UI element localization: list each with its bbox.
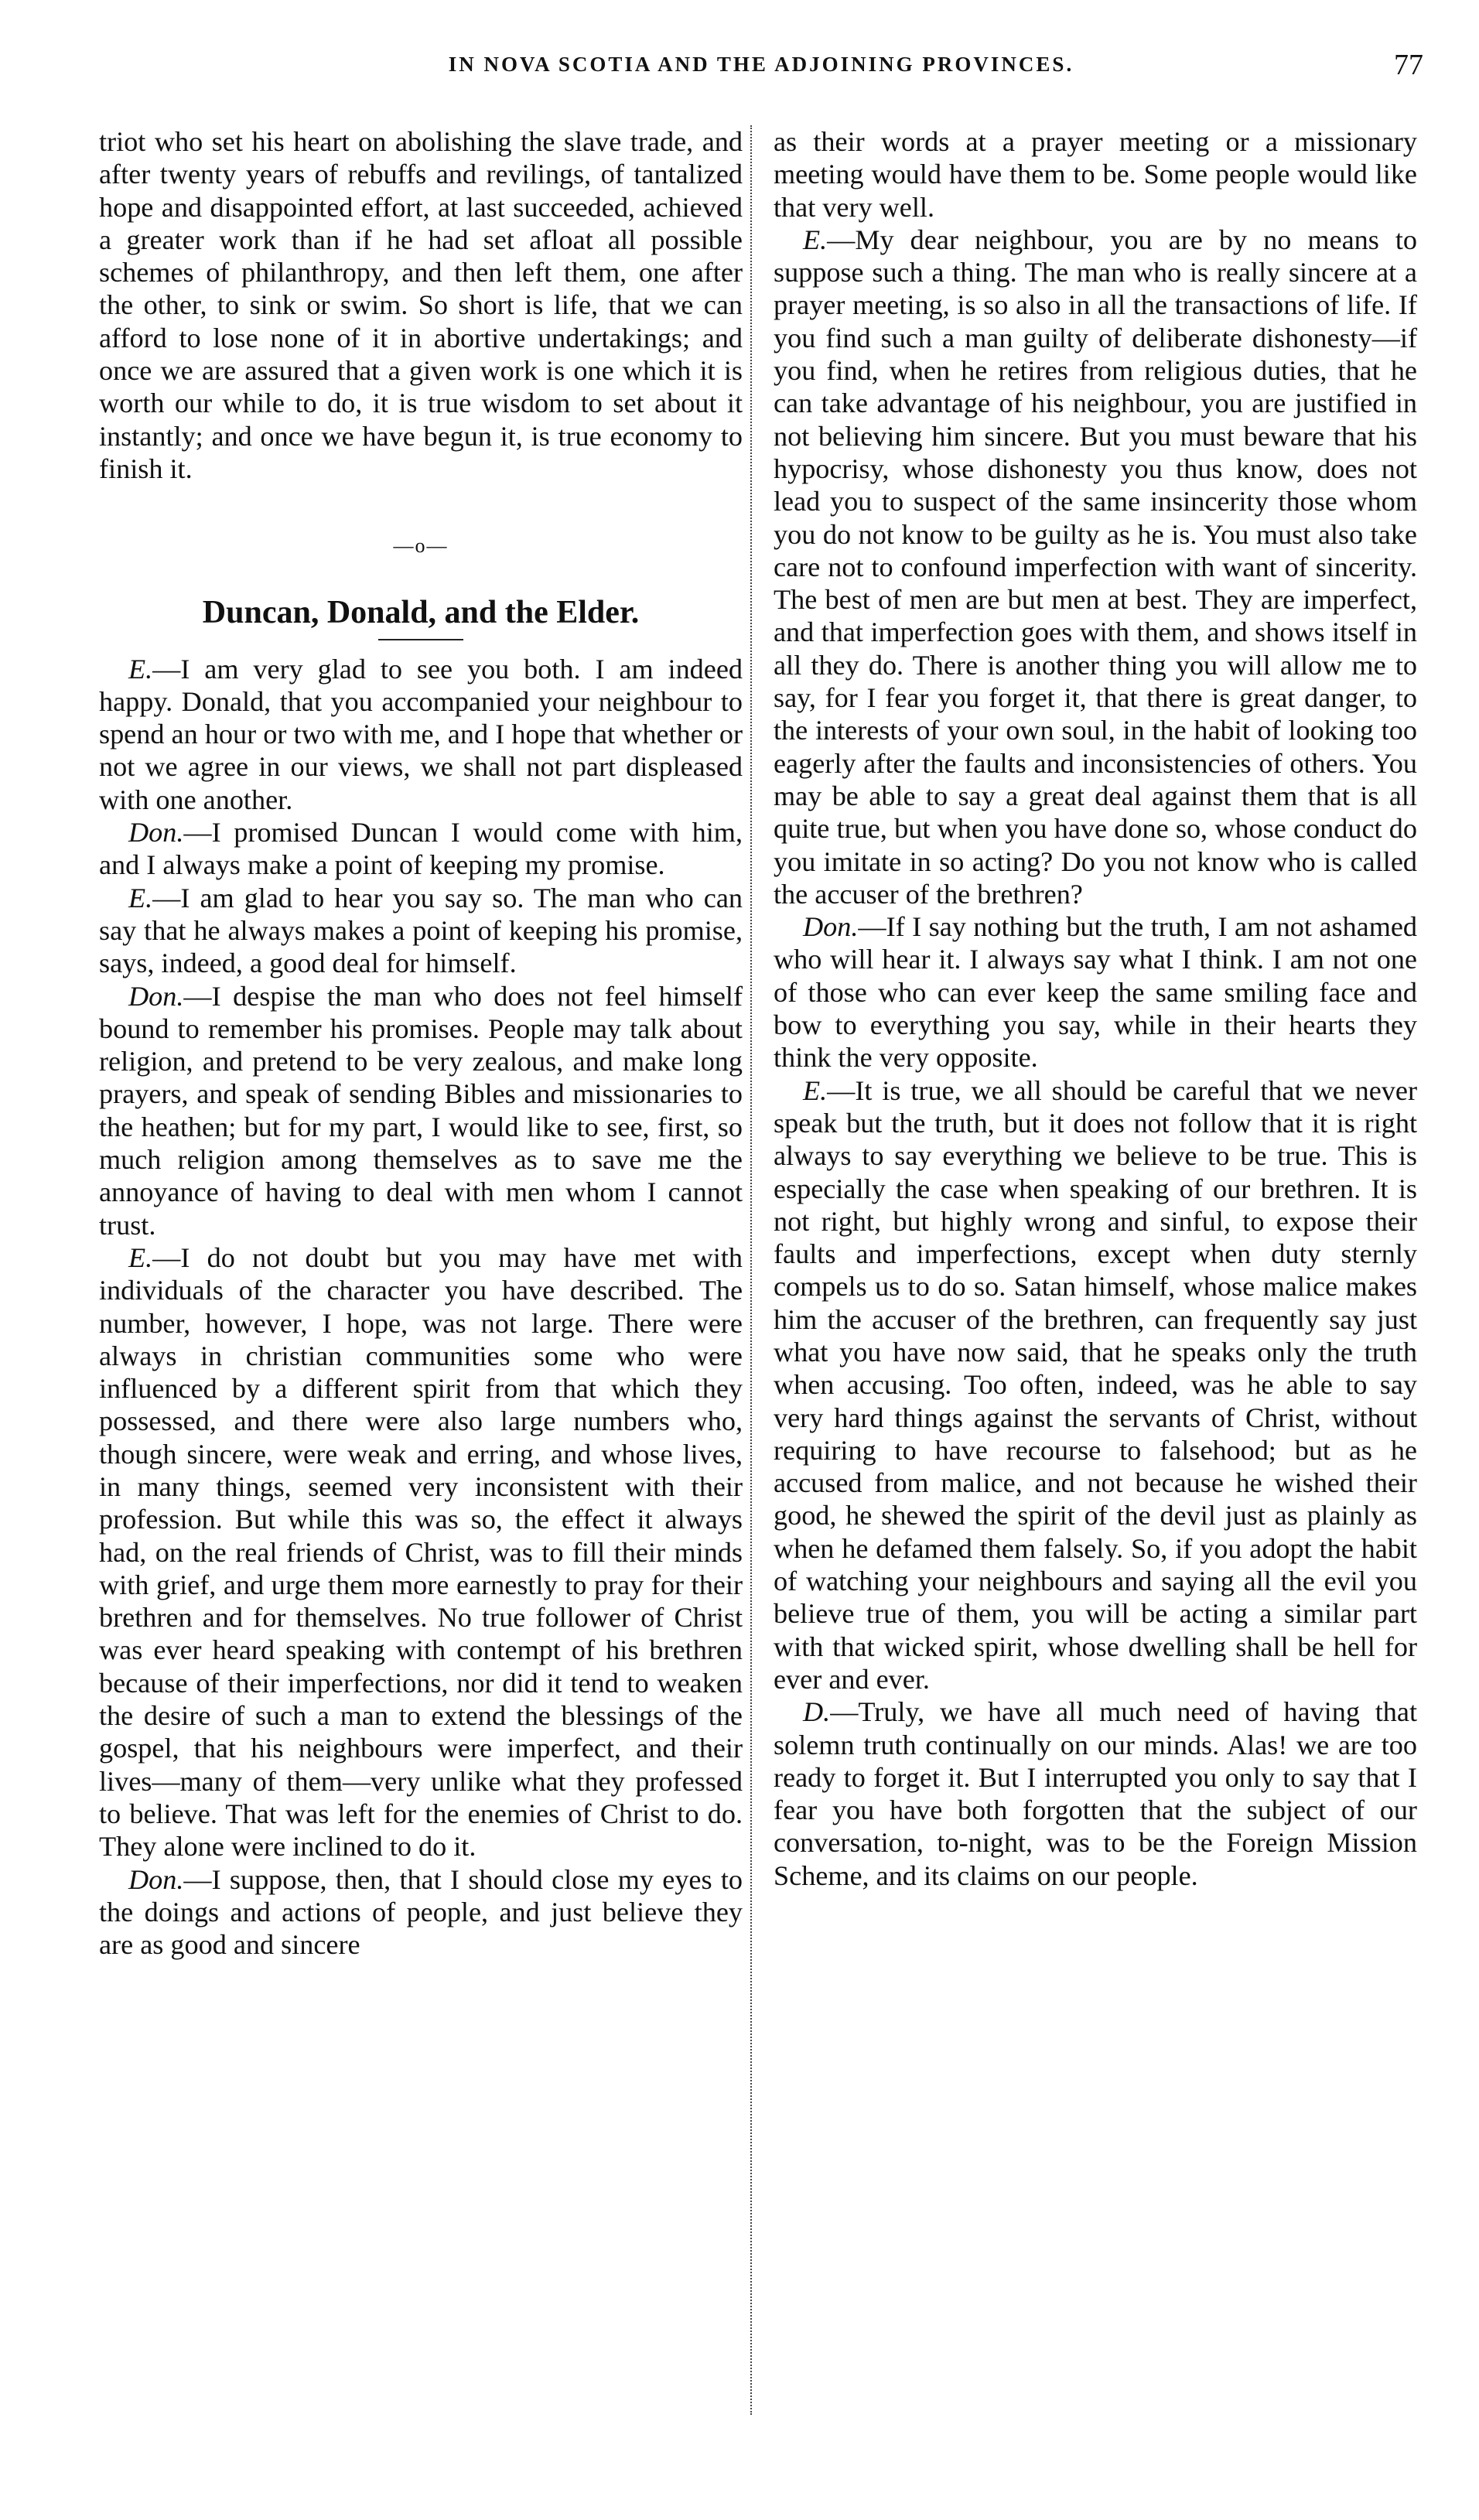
right-column (774, 125, 1417, 1892)
left-opening-paragraph: triot who set his heart on abolishing the slave trade, and after twenty years of rebuffs and revilings, of tantalized hope and disappointed effort, at last succeeded, achieved a greater work than if he had set afloat all possible schemes of philanthropy, and then left them, one after the other, to sink or swim. So short is life, that we can afford to lose none of it in abortive undertakings; and once we are assured that a given work is one which it is worth our while to do, it is true wisdom to set about it instantly; and once we have begun it, is true economy to finish it. (99, 126, 743, 484)
column-divider (750, 125, 752, 2415)
dialogue-paragraph (99, 1241, 743, 1863)
dialogue-paragraph (99, 1863, 743, 1962)
left-column (99, 125, 743, 1961)
dialogue-text: —I do not doubt but you may have met with individuals of the character you have described. The number, however, I hope, was not large. There were always in christian communities some who were influenced by a different spirit from that which they possessed, and there were also large numbers who, though sincere, were weak and erring, and whose lives, in many things, seemed very inconsistent with their profession. But while this was so, the effect it always had, on the real friends of Christ, was to fill their minds with grief, and urge them more earnestly to pray for their brethren and for themselves. No true follower of Christ was ever heard speaking with contempt of his brethren because of their imperfections, nor did it tend to weaken the desire of such a man to extend the blessings of the gospel, that his neighbours were imperfect, and their lives—many of them—very unlike what they professed to believe. That was left for the enemies of Christ to do. They alone were inclined to do it. (99, 1241, 743, 1863)
section-ornament: —o— (393, 534, 449, 558)
speaker-label: E. (803, 224, 828, 255)
dialogue-paragraph (774, 1695, 1417, 1892)
dialogue-text: —I promised Duncan I would come with him, and I always make a point of keeping my promise. (99, 817, 743, 881)
speaker-label: E. (128, 1241, 153, 1273)
dialogue-text: —I am glad to hear you say so. The man who can say that he always makes a point of keeping his promise, says, indeed, a good deal for himself. (99, 882, 743, 979)
speaker-label: Don. (128, 1863, 184, 1895)
dialogue-paragraph (774, 910, 1417, 1074)
dialogue-paragraph (99, 980, 743, 1241)
section-title: Duncan, Donald, and the Elder. (202, 594, 640, 630)
title-rule (378, 639, 463, 640)
page-number: 77 (1394, 49, 1423, 81)
dialogue-text: —My dear neighbour, you are by no means to suppose such a thing. The man who is really sincere at a prayer meeting, is so also in all the transactions of life. If you find such a man guilty of deliberate dishonesty—if you find, when he retires from religious duties, that he can take advantage of his neighbour, you are justified in not believing him sincere. But you must beware that his hypocrisy, whose dishonesty you thus know, does not lead you to suspect of the same insincerity those whom you do not know to be guilty as he is. You must also take care not to confound imperfection with want of sincerity. The best of men are but men at best. They are imperfect, and that imperfection goes with them, and shows itself in all they do. There is another thing you will allow me to say, for I fear you forget it, that there is great danger, to the interests of your own soul, in the habit of looking too eagerly after the faults and inconsistencies of others. You may be able to say a great deal against them that is all quite true, but when you have done so, whose conduct do you imitate in so acting? Do you not know who is called the accuser of the brethren? (774, 224, 1417, 910)
dialogue-paragraph (99, 882, 743, 980)
speaker-label: Don. (128, 980, 184, 1012)
dialogue-text: —I am very glad to see you both. I am indeed happy. Donald, that you accompanied your neighbour to spend an hour or two with me, and I hope that whether or not we agree in our views, we shall not part displeased with one another. (99, 653, 743, 815)
speaker-label: Don. (128, 817, 184, 849)
dialogue-text: —It is true, we all should be careful that we never speak but the truth, but it does not follow that it is right always to say everything we believe to be true. This is especially the case when speaking of our brethren. It is not right, but highly wrong and sinful, to expose their faults and imperfections, except when duty sternly compels us to do so. Satan himself, whose malice makes him the accuser of the brethren, can frequently say just what you have now said, that he speaks only the truth when accusing. Too often, indeed, was he able to say very hard things against the servants of Christ, without requiring to have recourse to falsehood; but as he accused from malice, and not because he wished their good, he shewed the spirit of the devil just as plainly as when he defamed them falsely. So, if you adopt the habit of watching your neighbours and saying all the evil you believe true of them, you will be acting a similar part with that wicked spirit, whose dwelling shall be hell for ever and ever. (774, 1074, 1417, 1695)
right-opening-paragraph: as their words at a prayer meeting or a missionary meeting would have them to be. Some people would like that very well. (774, 126, 1417, 223)
dialogue-text: —Truly, we have all much need of having that solemn truth continually on our minds. Alas! we are too ready to forget it. But I interrupted you only to say that I fear you have both forgotten that the subject of our conversation, to-night, was to be the Foreign Mission Scheme, and its claims on our people. (774, 1696, 1417, 1891)
speaker-label: E. (128, 882, 153, 913)
speaker-label: Don. (803, 911, 859, 943)
dialogue-text: —I despise the man who does not feel himself bound to remember his promises. People may talk about religion, and pretend to be very zealous, and make long prayers, and speak of sending Bibles and missionaries to the heathen; but for my part, I would like to see, first, so much religion among themselves as to save me the annoyance of having to deal with men whom I cannot trust. (99, 980, 743, 1241)
running-head (99, 46, 1423, 93)
dialogue-text: —I suppose, then, that I should close my eyes to the doings and actions of people, and just believe they are as good and sincere (99, 1863, 743, 1961)
speaker-label: D. (803, 1696, 831, 1728)
dialogue-paragraph (774, 1074, 1417, 1696)
dialogue-paragraph (99, 816, 743, 882)
dialogue-paragraph (774, 224, 1417, 910)
dialogue-text: —If I say nothing but the truth, I am not ashamed who will hear it. I always say what I think. I am not one of those who can ever keep the same smiling face and bow to everything you say, while in their hearts they think the very opposite. (774, 911, 1417, 1074)
speaker-label: E. (803, 1074, 828, 1106)
dialogue-paragraph (99, 653, 743, 816)
speaker-label: E. (128, 653, 153, 685)
running-title: IN NOVA SCOTIA AND THE ADJOINING PROVINCES. (448, 53, 1074, 76)
